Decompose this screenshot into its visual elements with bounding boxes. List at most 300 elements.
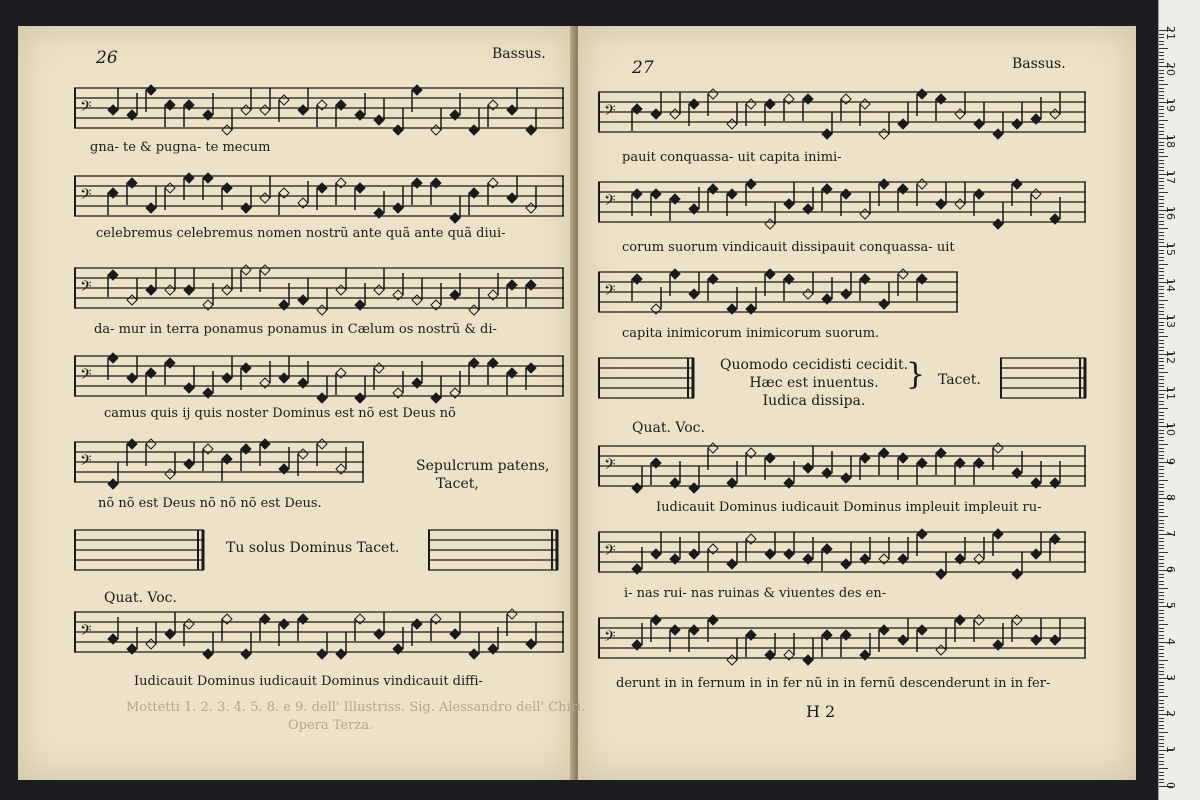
note-head [165,285,175,295]
ruler-subtick [1159,34,1164,35]
ruler-subtick [1159,293,1164,294]
note-head [670,109,680,119]
note-head [689,289,699,299]
right-page-number: 27 [632,58,654,78]
ruler-subtick [1159,559,1164,560]
ruler-subtick [1159,260,1164,261]
left-staff-5 [74,430,374,500]
note-head [993,529,1003,539]
ruler-subtick [1159,340,1164,341]
ruler-subtick [1159,347,1164,348]
note-head [936,569,946,579]
note-head [165,629,175,639]
ruler-subtick [1159,199,1164,200]
ruler-subtick [1159,361,1164,362]
note-head [431,125,441,135]
ruler-subtick [1159,80,1164,81]
ruler-subtick [1159,707,1164,708]
ruler-subtick [1159,538,1164,539]
note-head [689,483,699,493]
note-head [841,289,851,299]
ruler-subtick [1159,271,1164,272]
note-head [317,305,327,315]
ruler-subtick [1159,397,1164,398]
note-head [298,295,308,305]
ruler-subtick [1159,376,1164,377]
note-head [879,129,889,139]
ruler-subtick [1159,523,1164,524]
note-head [526,363,536,373]
ruler-number: 6 [1164,566,1177,573]
left-footer-line-1: Mottetti 1. 2. 3. 4. 5. 8. e 9. dell' Illustriss. Sig. Alessandro dell' Chiri. [126,700,586,715]
note-head [165,469,175,479]
note-head [336,285,346,295]
note-head [860,453,870,463]
note-head [765,453,775,463]
note-head [727,559,737,569]
clef-symbol: 𝄢 [80,186,92,207]
note-head [746,179,756,189]
ruler-subtick [1159,358,1164,359]
note-head [784,199,794,209]
quomodo-tacet-text [716,356,912,410]
right-staff-6 [598,520,1096,590]
ruler-number: 0 [1164,782,1177,789]
note-head [526,125,536,135]
ruler-subtick [1159,480,1168,481]
left-staff-7 [74,600,574,670]
ruler-subtick [1159,224,1164,225]
note-head [708,443,718,453]
ruler-subtick [1159,649,1164,650]
ruler-subtick [1159,48,1168,49]
note-head [469,305,479,315]
ruler-subtick [1159,739,1164,740]
ruler-subtick [1159,635,1164,636]
ruler-subtick [1159,588,1168,589]
ruler-subtick [1159,95,1164,96]
note-head [632,189,642,199]
ruler-subtick [1159,412,1164,413]
ruler-number: 4 [1164,638,1177,645]
right-staff-3 [598,260,968,330]
ruler-subtick [1159,512,1164,513]
ruler-subtick [1159,127,1164,128]
note-head [469,649,479,659]
ruler-subtick [1159,149,1164,150]
ruler-subtick [1159,556,1164,557]
note-head [765,269,775,279]
note-head [165,183,175,193]
note-head [298,105,308,115]
ruler-subtick [1159,430,1164,431]
ruler-subtick [1159,613,1164,614]
ruler-subtick [1159,437,1164,438]
ruler-number: 14 [1164,278,1177,292]
ruler-number: 11 [1164,386,1177,400]
left-lyrics-line-2: celebremus celebremus nomen nostrũ ante quã ante quã diui- [96,226,506,241]
ruler-subtick [1159,235,1164,236]
right-staff-1 [598,80,1096,150]
ruler-subtick [1159,448,1164,449]
ruler-subtick [1159,88,1164,89]
note-head [651,109,661,119]
note-head [450,213,460,223]
note-head [374,363,384,373]
ruler-subtick [1159,332,1164,333]
note-head [184,285,194,295]
ruler-subtick [1159,44,1164,45]
left-lyrics-line-3: da- mur in terra ponamus ponamus in Cælum os nostrũ & di- [94,322,497,337]
note-head [955,615,965,625]
ruler-subtick [1159,239,1164,240]
ruler-subtick [1159,59,1164,60]
left-staff-6b [428,518,568,588]
note-head [241,203,251,213]
note-head [507,609,517,619]
note-head [260,439,270,449]
ruler-number: 2 [1164,710,1177,717]
note-head [336,649,346,659]
ruler-subtick [1159,484,1164,485]
ruler-subtick [1159,768,1168,769]
ruler-number: 1 [1164,746,1177,753]
left-lyrics-line-1: gna- te & pugna- te mecum [90,140,271,155]
ruler-subtick [1159,620,1164,621]
note-head [146,639,156,649]
note-head [298,449,308,459]
note-head [507,105,517,115]
ruler-subtick [1159,725,1164,726]
quomodo-tacet-label: Tacet. [938,372,981,388]
note-head [317,649,327,659]
ruler-subtick [1159,142,1164,143]
ruler-subtick [1159,221,1164,222]
ruler-subtick [1159,736,1164,737]
note-head [936,645,946,655]
ruler-subtick [1159,721,1164,722]
note-head [651,189,661,199]
ruler-subtick [1159,214,1164,215]
note-head [784,549,794,559]
ruler-subtick [1159,264,1168,265]
note-head [279,95,289,105]
signature-mark: H 2 [806,702,836,721]
note-head [450,629,460,639]
note-head [108,105,118,115]
ruler-subtick [1159,196,1164,197]
note-head [746,99,756,109]
note-head [879,179,889,189]
ruler-subtick [1159,624,1168,625]
note-head [146,285,156,295]
left-staff-2 [74,164,574,234]
ruler-subtick [1159,487,1164,488]
ruler-subtick [1159,732,1168,733]
note-head [879,299,889,309]
note-head [727,189,737,199]
note-head [431,393,441,403]
ruler-subtick [1159,401,1164,402]
clef-symbol: 𝄢 [80,98,92,119]
ruler-subtick [1159,761,1164,762]
ruler-subtick [1159,113,1164,114]
ruler-subtick [1159,667,1164,668]
ruler-subtick [1159,307,1164,308]
note-head [898,635,908,645]
ruler-subtick [1159,372,1168,373]
ruler-subtick [1159,37,1164,38]
ruler-subtick [1159,250,1164,251]
note-head [507,193,517,203]
ruler-subtick [1159,728,1164,729]
ruler-subtick [1159,253,1164,254]
ruler-number: 10 [1164,422,1177,436]
ruler-subtick [1159,491,1164,492]
note-head [374,629,384,639]
ruler-subtick [1159,775,1164,776]
ruler-subtick [1159,502,1164,503]
ruler-subtick [1159,527,1164,528]
right-lyrics-line-5: i- nas rui- nas ruinas & viuentes des en- [624,586,887,601]
note-head [184,383,194,393]
note-head [1050,635,1060,645]
right-lyrics-line-6: derunt in in fernum in in fer nũ in in fernũ descenderunt in in fer- [616,676,1051,691]
ruler-subtick [1159,552,1168,553]
ruler-subtick [1159,325,1164,326]
ruler-subtick [1159,286,1164,287]
note-head [898,453,908,463]
right-staff-4b [1000,346,1096,416]
ruler-subtick [1159,628,1164,629]
ruler-subtick [1159,595,1164,596]
note-head [841,473,851,483]
ruler-subtick [1159,692,1164,693]
ruler-subtick [1159,772,1164,773]
ruler-number: 21 [1164,26,1177,40]
clef-symbol: 𝄢 [604,456,616,477]
ruler-subtick [1159,368,1164,369]
ruler-subtick [1159,444,1168,445]
ruler-subtick [1159,178,1164,179]
right-voice-label: Bassus. [1012,56,1066,72]
note-head [184,619,194,629]
note-head [412,85,422,95]
note-head [708,615,718,625]
note-head [632,483,642,493]
ruler-subtick [1159,757,1164,758]
note-head [993,443,1003,453]
note-head [689,625,699,635]
ruler-subtick [1159,592,1164,593]
left-staff-1 [74,76,574,146]
note-head [108,479,118,489]
note-head [670,625,680,635]
note-head [1050,109,1060,119]
tu-solus-tacet-label: Tu solus Dominus Tacet. [226,540,400,556]
note-head [651,615,661,625]
note-head [689,99,699,109]
ruler-subtick [1159,322,1164,323]
ruler-subtick [1159,476,1164,477]
note-head [469,125,479,135]
ruler-subtick [1159,311,1164,312]
note-head [127,439,137,449]
ruler-subtick [1159,131,1164,132]
ruler-subtick [1159,646,1164,647]
note-head [860,99,870,109]
left-voice-label: Bassus. [492,46,546,62]
right-staff-5 [598,434,1096,504]
ruler-subtick [1159,268,1164,269]
note-head [993,129,1003,139]
note-head [279,619,289,629]
ruler-subtick [1159,541,1164,542]
ruler-number: 8 [1164,494,1177,501]
note-head [917,625,927,635]
ruler-number: 20 [1164,62,1177,76]
ruler-subtick [1159,383,1164,384]
right-lyrics-line-1: pauit conquassa- uit capita inimi- [622,150,842,165]
note-head [317,183,327,193]
ruler-number: 7 [1164,530,1177,537]
ruler-subtick [1159,106,1164,107]
ruler-subtick [1159,124,1164,125]
brace-symbol: } [906,357,926,392]
note-head [765,219,775,229]
note-head [222,285,232,295]
ruler-subtick [1159,217,1164,218]
clef-symbol: 𝄢 [80,278,92,299]
note-head [355,393,365,403]
ruler-subtick [1159,696,1168,697]
ruler-subtick [1159,548,1164,549]
right-lyrics-line-3: capita inimicorum inimicorum suorum. [622,326,880,341]
ruler-subtick [1159,257,1164,258]
ruler-subtick [1159,408,1168,409]
ruler-subtick [1159,203,1164,204]
note-head [241,363,251,373]
note-head [203,173,213,183]
note-head [879,625,889,635]
note-head [1031,635,1041,645]
ruler-subtick [1159,145,1164,146]
ruler-subtick [1159,156,1168,157]
ruler-subtick [1159,336,1168,337]
left-staff-3 [74,256,574,326]
right-staff-4a [598,346,704,416]
ruler-subtick [1159,120,1168,121]
ruler-subtick [1159,52,1164,53]
ruler-subtick [1159,466,1164,467]
ruler-subtick [1159,473,1164,474]
ruler-subtick [1159,181,1164,182]
note-head [374,285,384,295]
clef-symbol: 𝄢 [80,366,92,387]
note-head [803,289,813,299]
note-head [727,119,737,129]
note-head [317,439,327,449]
ruler-subtick [1159,41,1164,42]
clef-symbol: 𝄢 [604,542,616,563]
ruler-subtick [1159,685,1164,686]
note-head [955,109,965,119]
clef-symbol: 𝄢 [604,628,616,649]
note-head [222,373,232,383]
note-head [241,265,251,275]
ruler-subtick [1159,84,1168,85]
note-head [974,615,984,625]
ruler-subtick [1159,55,1164,56]
ruler-subtick [1159,329,1164,330]
note-head [689,549,699,559]
right-staff-7 [598,606,1096,676]
note-head [1012,179,1022,189]
note-head [526,203,536,213]
ruler-subtick [1159,599,1164,600]
note-head [374,115,384,125]
note-head [765,99,775,109]
note-head [955,199,965,209]
ruler-number: 5 [1164,602,1177,609]
ruler-subtick [1159,451,1164,452]
ruler-subtick [1159,660,1168,661]
ruler-subtick [1159,509,1164,510]
ruler-number: 15 [1164,242,1177,256]
ruler-subtick [1159,192,1168,193]
ruler-number: 19 [1164,98,1177,112]
ruler-subtick [1159,289,1164,290]
quomodo-line-2: Hæc est inuentus. [749,375,879,391]
note-head [222,183,232,193]
ruler-subtick [1159,689,1164,690]
ruler-subtick [1159,419,1164,420]
note-head [279,373,289,383]
note-head [803,463,813,473]
ruler-subtick [1159,116,1164,117]
ruler-subtick [1159,70,1164,71]
ruler-subtick [1159,304,1164,305]
note-head [412,619,422,629]
ruler-subtick [1159,77,1164,78]
ruler-subtick [1159,188,1164,189]
ruler-subtick [1159,109,1164,110]
ruler-number: 17 [1164,170,1177,184]
ruler-subtick [1159,779,1164,780]
ruler-subtick [1159,160,1164,161]
note-head [841,189,851,199]
clef-symbol: 𝄢 [604,102,616,123]
note-head [917,179,927,189]
right-lyrics-line-2: corum suorum vindicauit dissipauit conquassa- uit [622,240,955,255]
right-lyrics-line-4: Iudicauit Dominus iudicauit Dominus impleuit impleuit ru- [656,500,1042,515]
note-head [993,219,1003,229]
ruler-subtick [1159,163,1164,164]
left-lyrics-line-5: nõ nõ est Deus nõ nõ nõ est Deus. [98,496,322,511]
left-quat-voc-label: Quat. Voc. [104,590,177,606]
ruler-subtick [1159,505,1164,506]
left-staff-6a [74,518,214,588]
note-head [203,649,213,659]
ruler-subtick [1159,433,1164,434]
note-head [1031,189,1041,199]
note-head [803,655,813,665]
note-head [260,265,270,275]
note-head [898,269,908,279]
note-head [841,559,851,569]
ruler-subtick [1159,577,1164,578]
note-head [898,119,908,129]
